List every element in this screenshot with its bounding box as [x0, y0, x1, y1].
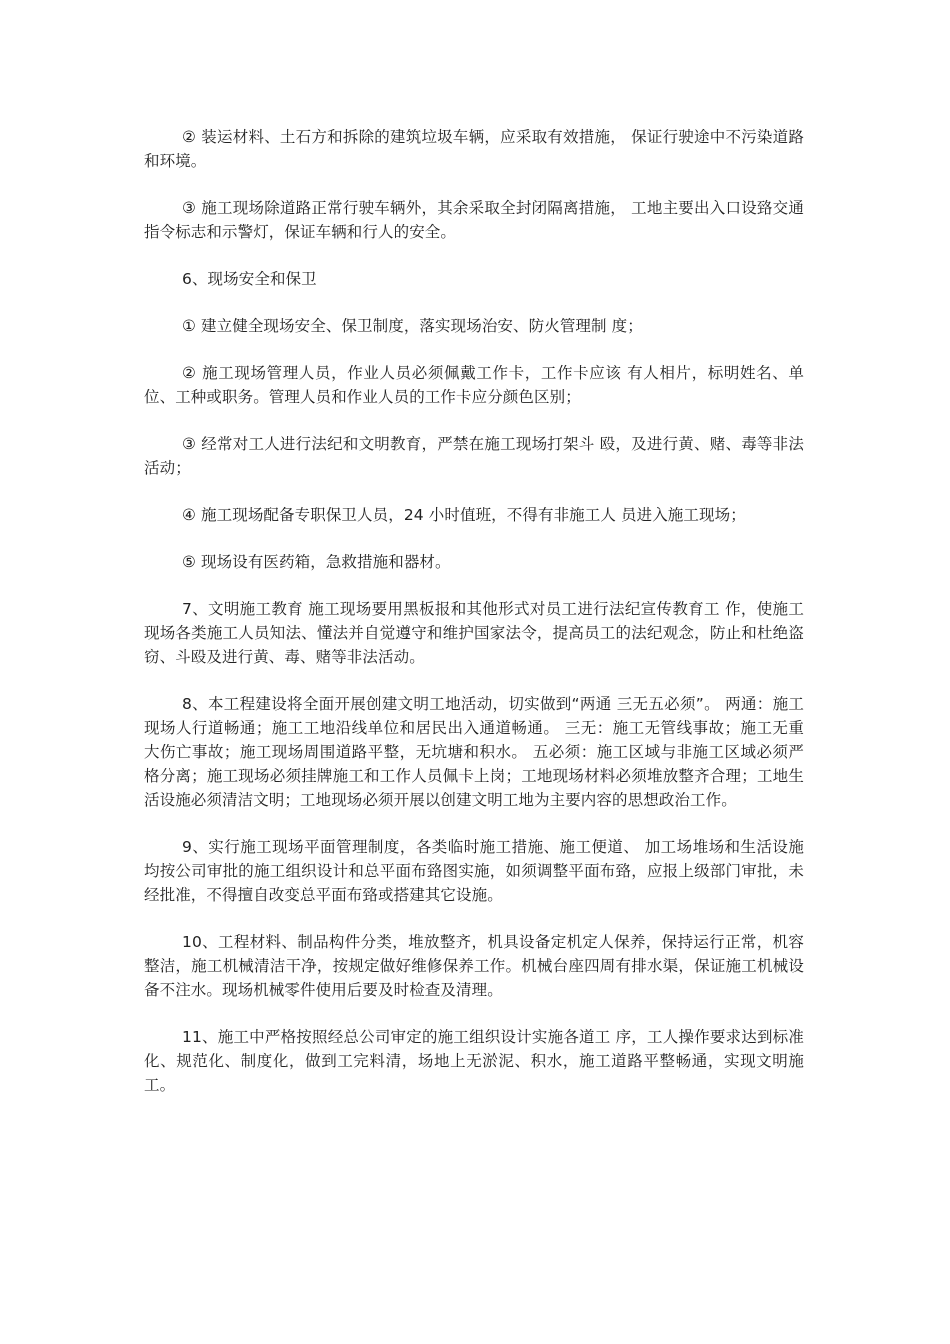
paragraph-civilized-site: 8、本工程建设将全面开展创建文明工地活动，切实做到“两通 三无五必须”。 两通：施工现场人行道畅通；施工工地沿线单位和居民出入通道畅通。 三无：施工无管线事故；施工无重大伤亡事故；施工现场周围道路平整，无坑塘和积水。 五必须：施工区域与非施工区域必须严格分离；施工现场必须挂牌施工和工作人员佩卡上岗；工地现场材料必须堆放整齐合理；工地生活设施必须清洁文明；工地现场必须开展以创建文明工地为主要内容的思想政治工作。 — [144, 695, 804, 809]
paragraph-legal-education: ③ 经常对工人进行法纪和文明教育，严禁在施工现场打架斗 殴，及进行黄、赌、毒等非法活动； — [144, 435, 804, 477]
paragraph-first-aid: ⑤ 现场设有医药箱，急救措施和器材。 — [182, 553, 451, 571]
paragraph-vehicle-measures: ② 装运材料、土石方和拆除的建筑垃圾车辆，应采取有效措施， 保证行驶途中不污染道路和环境。 — [144, 128, 804, 170]
paragraph-security-system: ① 建立健全现场安全、保卫制度，落实现场治安、防火管理制 度； — [182, 317, 643, 335]
paragraph-security-staff: ④ 施工现场配备专职保卫人员，24 小时值班，不得有非施工人 员进入施工现场； — [182, 506, 746, 524]
section-heading-safety-security: 6、现场安全和保卫 — [182, 270, 317, 288]
paragraph-plan-management: 9、实行施工现场平面管理制度，各类临时施工措施、施工便道、 加工场堆场和生活设施均按公司审批的施工组织设计和总平面布臵图实施，如须调整平面布臵，应报上级部门审批，未经批准，不得擅自改变总平面布臵或搭建其它设施。 — [144, 838, 804, 904]
paragraph-materials-equipment: 10、工程材料、制品构件分类，堆放整齐，机具设备定机定人保养，保持运行正常，机容整洁，施工机械清洁干净，按规定做好维修保养工作。机械台座四周有排水渠，保证施工机械设备不注水。现场机械零件使用后要及时检查及清理。 — [144, 933, 804, 999]
document-page — [144, 125, 804, 1120]
paragraph-site-closure: ③ 施工现场除道路正常行驶车辆外，其余采取全封闭隔离措施， 工地主要出入口设臵交通指令标志和示警灯，保证车辆和行人的安全。 — [144, 199, 804, 241]
paragraph-civilized-education: 7、文明施工教育 施工现场要用黑板报和其他形式对员工进行法纪宣传教育工 作，使施工现场各类施工人员知法、懂法并自觉遵守和维护国家法令，提高员工的法纪观念，防止和杜绝盗窃、斗殴及进行黄、毒、赌等非法活动。 — [144, 600, 804, 666]
paragraph-construction-standards: 11、施工中严格按照经总公司审定的施工组织设计实施各道工 序，工人操作要求达到标准化、规范化、制度化，做到工完料清，场地上无淤泥、积水，施工道路平整畅通，实现文明施工。 — [144, 1028, 804, 1094]
paragraph-work-cards: ② 施工现场管理人员，作业人员必须佩戴工作卡，工作卡应该 有人相片，标明姓名、单位、工种或职务。管理人员和作业人员的工作卡应分颜色区别； — [144, 364, 804, 406]
